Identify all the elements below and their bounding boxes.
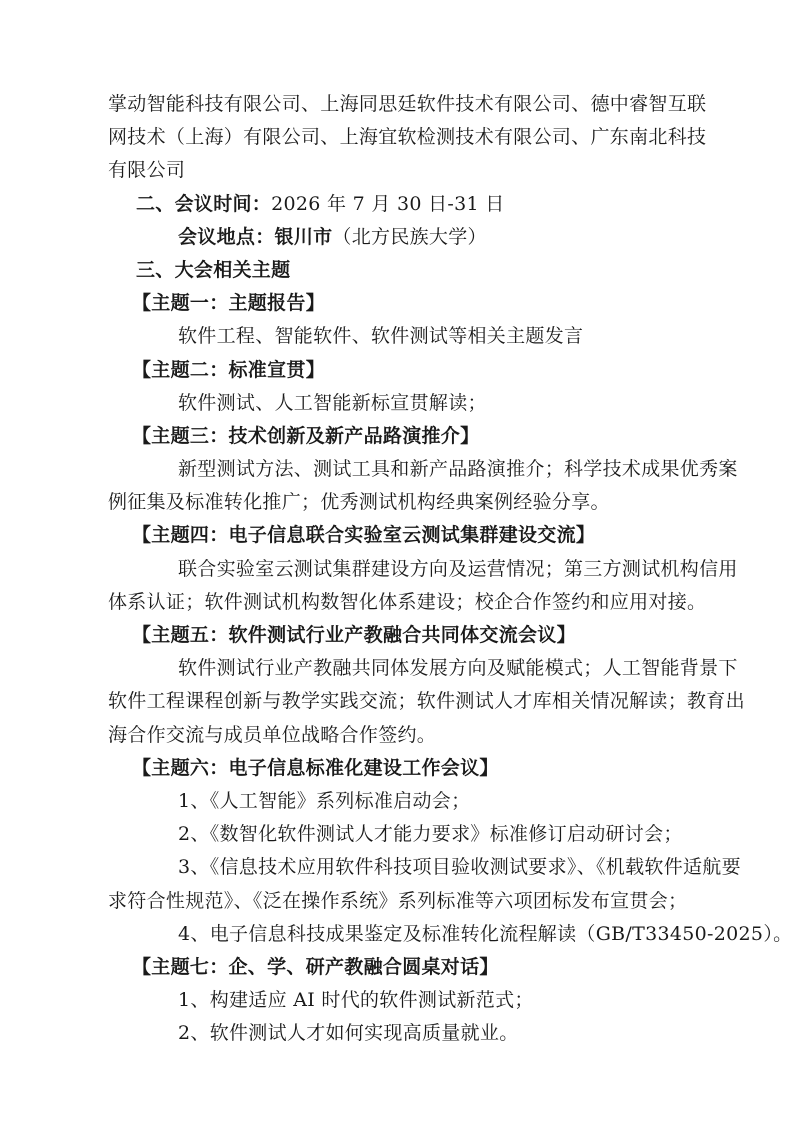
topic-title: 【主题一：主题报告】 [132,292,326,315]
topic-line: 2、《数智化软件测试人才能力要求》标准修订启动研讨会； [178,823,683,846]
topic-line: 软件测试、人工智能新标宣贯解读； [178,391,487,414]
topic-line: 1、《人工智能》系列标准启动会； [178,789,471,812]
topic-line: 软件测试行业产教融共同体发展方向及赋能模式；人工智能背景下 [178,657,738,680]
topic-line: 例征集及标准转化推广；优秀测试机构经典案例经验分享。 [108,491,610,514]
topic-line: 求符合性规范》、《泛在操作系统》系列标准等六项团标发布宣贯会； [108,889,688,912]
meeting-place [108,221,724,254]
meeting-time-label: 二、会议时间： [136,192,272,215]
meeting-place-label: 会议地点： [178,225,275,248]
topic-line: 3、《信息技术应用软件科技项目验收测试要求》、《机载软件适航要 [178,856,741,879]
topic-title: 【主题五：软件测试行业产教融合共同体交流会议】 [132,624,576,646]
topic-line: 软件工程、智能软件、软件测试等相关主题发言 [178,325,584,348]
intro-line: 掌动智能科技有限公司、上海同思廷软件技术有限公司、德中睿智互联 [108,93,707,115]
topic-title: 【主题二：标准宣贯】 [132,358,326,381]
document-page [108,88,793,1050]
intro-line: 有限公司 [108,159,186,182]
topic-line: 2、软件测试人才如何实现高质量就业。 [178,1022,519,1045]
meeting-place-city: 银川市 [274,225,333,248]
topic-title: 【主题四：电子信息联合实验室云测试集群建设交流】 [132,524,596,547]
topic-title: 【主题六：电子信息标准化建设工作会议】 [132,756,499,779]
topic-line: 4、电子信息科技成果鉴定及标准转化流程解读（GB/T33450-2025）。 [178,922,793,945]
meeting-time [108,188,724,221]
section-heading: 三、大会相关主题 [136,258,291,281]
intro-line: 网技术（上海）有限公司、上海宜软检测技术有限公司、广东南北科技 [108,126,707,149]
topic-line: 海合作交流与成员单位战略合作签约。 [108,723,437,746]
topic-line: 联合实验室云测试集群建设方向及运营情况；第三方测试机构信用 [178,557,738,580]
topic-line: 1、构建适应 AI 时代的软件测试新范式； [178,989,534,1012]
meeting-place-venue: （北方民族大学） [332,225,487,248]
topic-title: 【主题三：技术创新及新产品路演推介】 [132,424,480,447]
topic-line: 新型测试方法、测试工具和新产品路演推介；科学技术成果优秀案 [178,458,738,481]
topic-line: 体系认证；软件测试机构数智化体系建设；校企合作签约和应用对接。 [108,590,707,613]
topic-line: 软件工程课程创新与教学实践交流；软件测试人才库相关情况解读；教育出 [108,690,745,713]
topic-title: 【主题七：企、学、研产教融合圆桌对话】 [132,955,499,978]
meeting-time-value: 2026 年 7 月 30 日-31 日 [271,192,505,215]
